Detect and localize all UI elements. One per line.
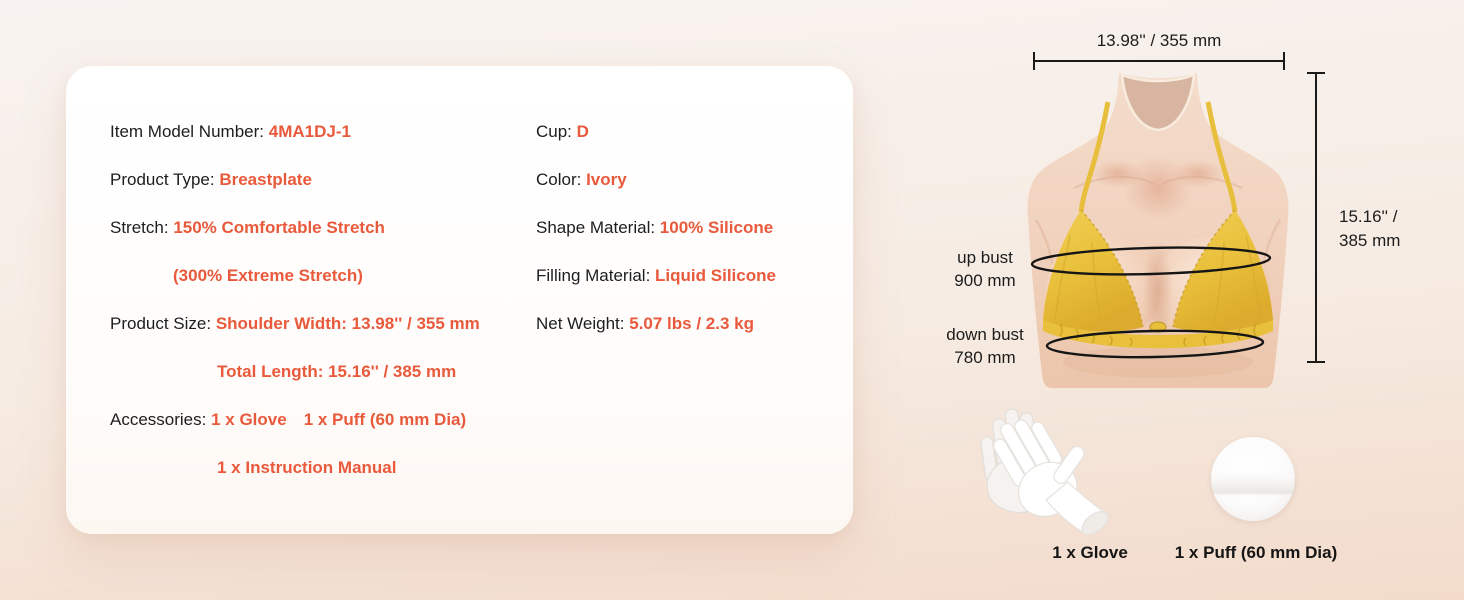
glove-label: 1 x Glove — [1052, 543, 1128, 562]
spec-label: Cup: — [536, 122, 577, 141]
spec-row-net-weight — [536, 300, 853, 348]
spec-row-model-number — [110, 108, 536, 156]
spec-value: 150% Comfortable Stretch — [173, 218, 385, 237]
spec-label: Accessories: — [110, 410, 212, 429]
spec-row-total-length — [110, 348, 536, 396]
spec-value: Breastplate — [219, 170, 312, 189]
spec-value: (300% Extreme Stretch) — [173, 266, 363, 285]
spec-card — [66, 66, 853, 534]
spec-column-left — [110, 108, 536, 492]
spec-row-product-size — [110, 300, 536, 348]
spec-value: 1 x Instruction Manual — [217, 458, 397, 477]
spec-value: D — [576, 122, 589, 141]
spec-value: 5.07 lbs / 2.3 kg — [629, 314, 754, 333]
underbust-shadow — [1063, 346, 1253, 378]
spec-label: Net Weight: — [536, 314, 630, 333]
up-bust-text: up bust — [957, 248, 1013, 267]
spec-row-accessories — [110, 396, 536, 444]
glove-illustration — [976, 402, 1138, 538]
spec-label: Product Type: — [110, 170, 220, 189]
left-clavicle-blush — [1092, 160, 1144, 188]
up-bust-value: 900 mm — [954, 271, 1016, 290]
height-dimension-label — [1339, 205, 1400, 253]
spec-row-stretch — [110, 204, 536, 252]
down-bust-value: 780 mm — [954, 348, 1016, 367]
spec-value: Shoulder Width: 13.98'' / 355 mm — [215, 314, 480, 333]
spec-label: Color: — [536, 170, 587, 189]
height-dimension-line — [1315, 72, 1317, 363]
spec-value: Liquid Silicone — [655, 266, 776, 285]
height-dimension-line1: 15.16'' / — [1339, 207, 1398, 226]
width-dimension-line — [1033, 60, 1285, 62]
spec-row-filling-material — [536, 252, 853, 300]
spec-value: Ivory — [586, 170, 627, 189]
spec-label: Item Model Number: — [110, 122, 269, 141]
spec-card-body — [66, 66, 853, 492]
spec-value: 4MA1DJ-1 — [268, 122, 351, 141]
height-dimension-line2: 385 mm — [1339, 231, 1401, 250]
spec-value: 100% Silicone — [659, 218, 774, 237]
puff-label: 1 x Puff (60 mm Dia) — [1174, 543, 1338, 562]
spec-label: Shape Material: — [536, 218, 660, 237]
spec-label: Stretch: — [110, 218, 174, 237]
spec-value: 1 x Glove 1 x Puff (60 mm Dia) — [211, 410, 467, 429]
down-bust-text: down bust — [946, 325, 1024, 344]
spec-row-cup — [536, 108, 853, 156]
spec-label: Product Size: — [110, 314, 216, 333]
spec-value: Total Length: 15.16'' / 385 mm — [217, 362, 457, 381]
puff-illustration — [1211, 437, 1295, 521]
spec-row-shape-material — [536, 204, 853, 252]
spec-row-instruction-manual — [110, 444, 536, 492]
spec-row-product-type — [110, 156, 536, 204]
spec-row-color — [536, 156, 853, 204]
spec-label: Filling Material: — [536, 266, 656, 285]
spec-column-right — [536, 108, 853, 492]
breastplate-torso-illustration — [1022, 70, 1294, 392]
spec-row-stretch-extreme — [110, 252, 536, 300]
right-clavicle-blush — [1172, 160, 1224, 188]
width-dimension-label: 13.98'' / 355 mm — [1096, 31, 1222, 50]
puff-band — [1212, 474, 1294, 493]
